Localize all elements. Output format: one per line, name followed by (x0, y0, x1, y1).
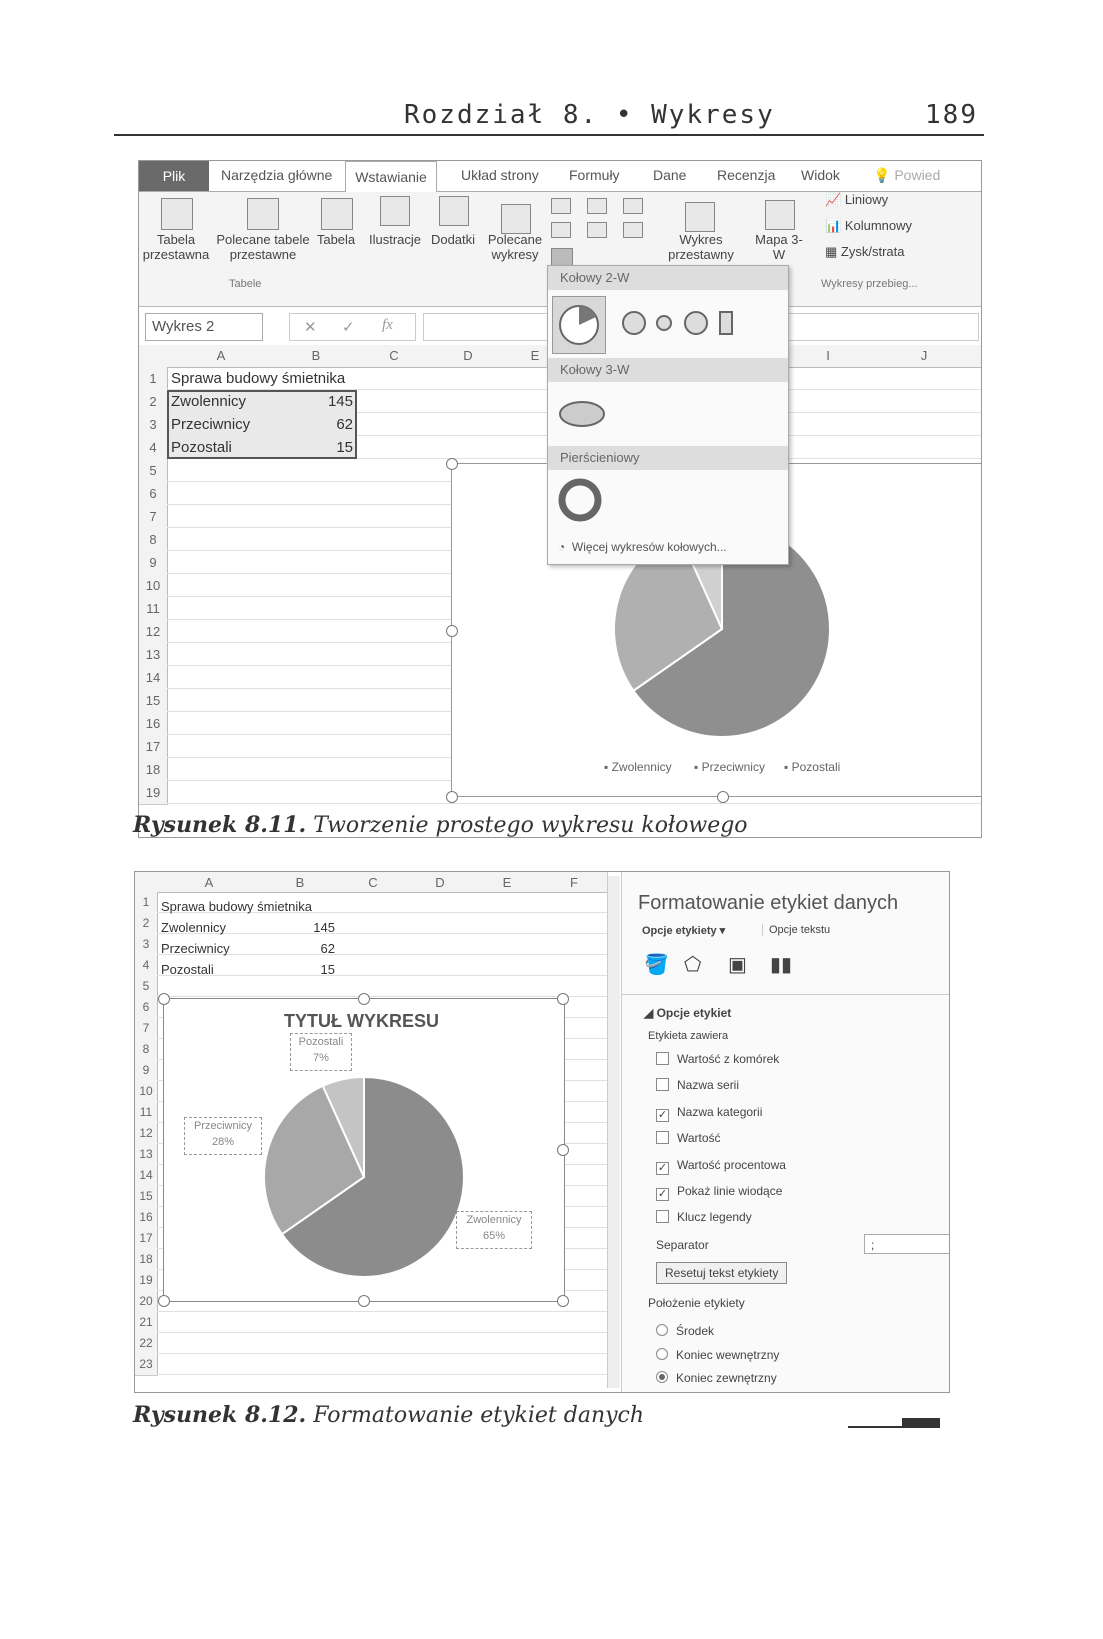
function-icon[interactable]: fx (382, 317, 393, 333)
column-header-e[interactable]: E (473, 872, 542, 893)
group-sparklines: Wykresy przebieg... (821, 278, 918, 290)
pie-of-pie-option[interactable] (620, 310, 676, 336)
statistic-chart-icon[interactable] (587, 222, 607, 238)
gridline (157, 996, 607, 997)
resize-handle[interactable] (446, 625, 458, 637)
row-header[interactable]: 15 (135, 1186, 158, 1208)
recommended-charts-button[interactable]: Polecane wykresy (487, 232, 543, 262)
pivot-table-button[interactable]: Tabela przestawna (142, 232, 210, 262)
column-header-a[interactable]: A (157, 872, 262, 893)
combo-chart-icon[interactable] (623, 198, 643, 214)
name-box[interactable]: Wykres 2 (145, 313, 263, 341)
tell-me-label: Powied (894, 167, 941, 183)
select-all-corner[interactable] (139, 345, 168, 368)
section-label-options-text: Opcje etykiet (656, 1006, 732, 1020)
radio-outside-end[interactable]: Koniec zewnętrzny (656, 1371, 777, 1385)
column-header-c[interactable]: C (357, 345, 432, 368)
checkbox-box (656, 1052, 669, 1065)
sparkline-column-button[interactable] (825, 218, 912, 233)
vertical-scrollbar[interactable] (607, 876, 620, 1388)
row-header[interactable]: 18 (135, 1249, 158, 1271)
column-header-f[interactable]: F (541, 872, 608, 893)
cell-a3[interactable]: Przeciwnicy (171, 416, 251, 433)
tab-data[interactable]: Dane (653, 167, 687, 183)
more-pie-charts-label: Więcej wykresów kołowych... (571, 540, 727, 554)
column-header-d[interactable]: D (431, 345, 506, 368)
resize-handle[interactable] (557, 1144, 569, 1156)
page-number: 189 (925, 100, 978, 130)
pie-chart-dropdown (547, 265, 789, 565)
hierarchy-chart-icon[interactable] (551, 222, 571, 238)
column-header-b[interactable]: B (275, 345, 358, 368)
tab-label-options-text: Opcje etykiety (642, 925, 717, 937)
figure-caption-1 (133, 812, 748, 838)
format-data-labels-pane (621, 872, 950, 1392)
chapter-title: Rozdział 8. • Wykresy (404, 100, 775, 130)
data-label-przeciwnicy[interactable]: Przeciwnicy 28% (184, 1117, 262, 1155)
row-header[interactable]: 21 (135, 1312, 158, 1334)
footer-mark (902, 1418, 940, 1428)
row-header[interactable]: 13 (135, 1144, 158, 1166)
row-header[interactable]: 22 (135, 1333, 158, 1355)
caption-label: Rysunek 8.11. (133, 812, 307, 838)
resize-handle[interactable] (446, 791, 458, 803)
row-header[interactable]: 11 (135, 1102, 158, 1124)
resize-handle[interactable] (446, 458, 458, 470)
label-position-heading: Położenie etykiety (648, 1296, 745, 1310)
row-header[interactable]: 20 (135, 1291, 158, 1313)
gridline (157, 975, 607, 976)
column-header-i[interactable]: I (789, 345, 868, 368)
cell-a4[interactable]: Pozostali (161, 962, 214, 977)
cell-a2[interactable]: Zwolennicy (161, 920, 227, 935)
checkbox-box (656, 1131, 669, 1144)
resize-handle[interactable] (358, 1295, 370, 1307)
gridline (157, 1353, 607, 1354)
separator-label: Separator (656, 1238, 709, 1252)
sparkline-winloss-button[interactable] (825, 244, 905, 259)
pie2d-option[interactable] (552, 296, 606, 354)
tab-view[interactable]: Widok (801, 167, 840, 183)
line-chart-icon[interactable] (587, 198, 607, 214)
addins-button[interactable]: Dodatki (430, 232, 476, 247)
map3d-icon (765, 200, 795, 230)
reset-label-text-button[interactable]: Resetuj tekst etykiety (656, 1262, 787, 1284)
row-header[interactable]: 11 (139, 597, 168, 621)
figure-caption-2 (133, 1402, 644, 1428)
legend-item: ▪ Przeciwnicy (694, 760, 765, 774)
pie3d-icon (556, 394, 608, 430)
size-properties-icon[interactable]: ▣ (728, 954, 747, 976)
doughnut-option[interactable] (558, 478, 602, 522)
checkbox-box: ✓ (657, 1188, 668, 1200)
radio-inside-end[interactable]: Koniec wewnętrzny (656, 1348, 779, 1362)
bar-of-pie-icon (682, 310, 742, 336)
recommended-charts-icon (501, 204, 531, 234)
row-header[interactable]: 5 (135, 976, 158, 998)
doughnut-icon (558, 478, 602, 522)
resize-handle[interactable] (717, 791, 729, 803)
tab-label-options[interactable] (642, 924, 725, 937)
cell-a1[interactable]: Sprawa budowy śmietnika (171, 370, 346, 387)
cell-a1[interactable]: Sprawa budowy śmietnika (161, 899, 313, 914)
caption-label: Rysunek 8.12. (133, 1402, 307, 1428)
pane-title: Formatowanie etykiet danych (638, 892, 899, 914)
row-header[interactable]: 1 (135, 892, 158, 914)
cell-b4[interactable]: 15 (336, 439, 353, 456)
tab-home[interactable]: Narzędzia główne (221, 167, 333, 183)
section-pie3d: Kołowy 3-W (548, 358, 788, 382)
checkbox-box (656, 1078, 669, 1091)
row-header[interactable]: 19 (139, 781, 168, 805)
excel-screenshot-2 (134, 871, 950, 1393)
checkbox-legend-key[interactable]: Klucz legendy (656, 1210, 752, 1224)
row-header[interactable]: 16 (139, 712, 168, 736)
checkbox-box: ✓ (657, 1162, 668, 1174)
checkbox-series-name[interactable]: Nazwa serii (656, 1078, 739, 1092)
resize-handle[interactable] (557, 993, 569, 1005)
pie-chart-object-2[interactable] (163, 998, 565, 1302)
row-header[interactable]: 5 (139, 459, 168, 483)
sparkline-line-icon: 📈 (825, 192, 842, 207)
cell-b3[interactable]: 62 (320, 941, 335, 956)
row-header[interactable]: 18 (139, 758, 168, 782)
waterfall-chart-icon[interactable] (623, 222, 643, 238)
row-header[interactable]: 9 (139, 551, 168, 575)
resize-handle[interactable] (358, 993, 370, 1005)
radio-circle (656, 1324, 668, 1336)
row-header[interactable]: 6 (139, 482, 168, 506)
collapse-icon: ◢ (644, 1006, 654, 1020)
checkbox-category-name[interactable]: ✓ Nazwa kategorii (657, 1105, 763, 1121)
tab-insert[interactable]: Wstawianie (345, 161, 437, 193)
cell-a2[interactable]: Zwolennicy (171, 393, 247, 410)
row-header[interactable]: 9 (135, 1060, 158, 1082)
column-header-b[interactable]: B (261, 872, 340, 893)
cell-b4[interactable]: 15 (320, 962, 335, 977)
checkbox-percentage[interactable]: ✓ Wartość procentowa (657, 1158, 786, 1174)
data-label-pozostali[interactable]: Pozostali 7% (290, 1033, 352, 1071)
row-header[interactable]: 3 (135, 934, 158, 956)
tab-text-options[interactable]: Opcje tekstu (762, 924, 830, 936)
row-header[interactable]: 4 (139, 436, 168, 460)
row-header[interactable]: 14 (139, 666, 168, 690)
tab-page-layout[interactable]: Układ strony (461, 167, 539, 183)
label-options-icon[interactable]: ▮▮ (770, 954, 793, 976)
pie-icon (553, 297, 605, 353)
column-header-j[interactable]: J (867, 345, 982, 368)
row-header[interactable]: 23 (135, 1354, 158, 1376)
data-label-zwolennicy[interactable]: Zwolennicy 65% (456, 1211, 532, 1249)
row-header[interactable]: 17 (135, 1228, 158, 1250)
legend-item: ▪ Zwolennicy (604, 760, 672, 774)
row-header[interactable]: 7 (139, 505, 168, 529)
recommended-pivot-button[interactable]: Polecane tabele przestawne (216, 232, 310, 262)
page-header (114, 98, 984, 136)
confirm-icon[interactable]: ✓ (342, 320, 355, 336)
sparkline-winloss-label: Zysk/strata (840, 244, 905, 259)
gridline (157, 1311, 607, 1312)
cell-a3[interactable]: Przeciwnicy (161, 941, 230, 956)
sparkline-column-icon: 📊 (825, 218, 842, 233)
tab-tell-me[interactable] (873, 167, 940, 184)
chart-title[interactable]: TYTUŁ WYKRESU (284, 1011, 439, 1031)
row-header[interactable]: 10 (139, 574, 168, 598)
sparkline-column-label: Kolumnowy (844, 218, 913, 233)
fill-line-icon[interactable]: 🪣 (644, 954, 669, 976)
pivot-chart-button[interactable]: Wykres przestawny (668, 232, 734, 262)
column-header-a[interactable]: A (167, 345, 276, 368)
row-header[interactable]: 16 (135, 1207, 158, 1229)
tab-file[interactable]: Plik (139, 161, 209, 191)
column-header-d[interactable]: D (407, 872, 474, 893)
row-header[interactable]: 2 (135, 913, 158, 935)
row-header[interactable]: 17 (139, 735, 168, 759)
row-header[interactable]: 4 (135, 955, 158, 977)
addins-icon (439, 196, 469, 226)
cell-b2[interactable]: 145 (327, 393, 353, 410)
pie3d-option[interactable] (556, 394, 608, 430)
bar-of-pie-option[interactable] (682, 310, 742, 336)
select-all-corner[interactable] (135, 872, 158, 893)
section-pie2d: Kołowy 2-W (548, 266, 788, 290)
checkbox-leader-lines[interactable]: ✓ Pokaż linie wiodące (657, 1184, 783, 1200)
pivot-table-icon (161, 198, 193, 230)
group-tables: Tabele (229, 278, 262, 290)
pie-of-pie-icon (620, 310, 676, 336)
resize-handle[interactable] (158, 993, 170, 1005)
radio-center[interactable]: Środek (656, 1324, 714, 1338)
effects-icon[interactable]: ⬠ (684, 954, 702, 976)
map3d-button[interactable]: Mapa 3-W (755, 232, 803, 262)
table-icon (321, 198, 353, 230)
column-header-c[interactable]: C (339, 872, 408, 893)
row-header[interactable]: 3 (139, 413, 168, 437)
row-header[interactable]: 12 (135, 1123, 158, 1145)
excel-screenshot-1 (138, 160, 982, 838)
more-pie-charts-link[interactable] (558, 540, 727, 554)
gridline (157, 1332, 607, 1333)
formula-buttons (289, 313, 416, 341)
sparkline-winloss-icon: ▦ (825, 244, 838, 259)
row-header[interactable]: 8 (139, 528, 168, 552)
separator-select[interactable]: ; (864, 1234, 950, 1254)
tab-review[interactable]: Recenzja (717, 167, 776, 183)
cancel-icon[interactable]: ✕ (304, 320, 317, 336)
cell-b3[interactable]: 62 (336, 416, 353, 433)
legend-item: ▪ Pozostali (784, 760, 841, 774)
row-header[interactable]: 1 (139, 367, 168, 391)
label-contains-heading: Etykieta zawiera (648, 1030, 729, 1042)
illustrations-icon (380, 196, 410, 226)
recommended-pivot-icon (247, 198, 279, 230)
row-header[interactable]: 6 (135, 997, 158, 1019)
row-header[interactable]: 7 (135, 1018, 158, 1040)
row-header[interactable]: 19 (135, 1270, 158, 1292)
chevron-down-icon: ▾ (719, 925, 726, 937)
cell-b2[interactable]: 145 (313, 920, 335, 935)
lightbulb-icon: 💡 (873, 167, 891, 183)
table-button[interactable]: Tabela (316, 232, 356, 247)
tab-formulas[interactable]: Formuły (569, 167, 620, 183)
section-doughnut: Pierścieniowy (548, 446, 788, 470)
column-chart-icon[interactable] (551, 198, 571, 214)
row-header[interactable]: 2 (139, 390, 168, 414)
radio-circle (656, 1371, 668, 1383)
resize-handle[interactable] (158, 1295, 170, 1307)
row-header[interactable]: 15 (139, 689, 168, 713)
gridline (167, 803, 981, 804)
resize-handle[interactable] (557, 1295, 569, 1307)
caption-text: Tworzenie prostego wykresu kołowego (313, 813, 748, 838)
sparkline-line-label: Liniowy (844, 192, 889, 207)
gridline (157, 1374, 607, 1375)
cell-a4[interactable]: Pozostali (171, 439, 232, 456)
row-header[interactable]: 14 (135, 1165, 158, 1187)
column-header-e[interactable]: E (505, 345, 566, 368)
checkbox-value-from-cells[interactable]: Wartość z komórek (656, 1052, 779, 1066)
row-header[interactable]: 10 (135, 1081, 158, 1103)
row-header[interactable]: 8 (135, 1039, 158, 1061)
checkbox-box (656, 1210, 669, 1223)
row-header[interactable]: 13 (139, 643, 168, 667)
ribbon-tabs (139, 161, 981, 192)
radio-circle (656, 1348, 668, 1360)
worksheet-2 (135, 872, 620, 1392)
checkbox-box: ✓ (657, 1109, 668, 1121)
row-header[interactable]: 12 (139, 620, 168, 644)
section-label-options[interactable] (644, 1006, 731, 1020)
caption-text: Formatowanie etykiet danych (313, 1403, 645, 1428)
divider (622, 994, 950, 995)
illustrations-button[interactable]: Ilustracje (368, 232, 422, 247)
sparkline-line-button[interactable] (825, 192, 888, 207)
pie-chart-button[interactable] (551, 248, 573, 266)
checkbox-value[interactable]: Wartość (656, 1131, 721, 1145)
pie-small-icon: ◔ (558, 540, 566, 554)
pivot-chart-icon (685, 202, 715, 232)
